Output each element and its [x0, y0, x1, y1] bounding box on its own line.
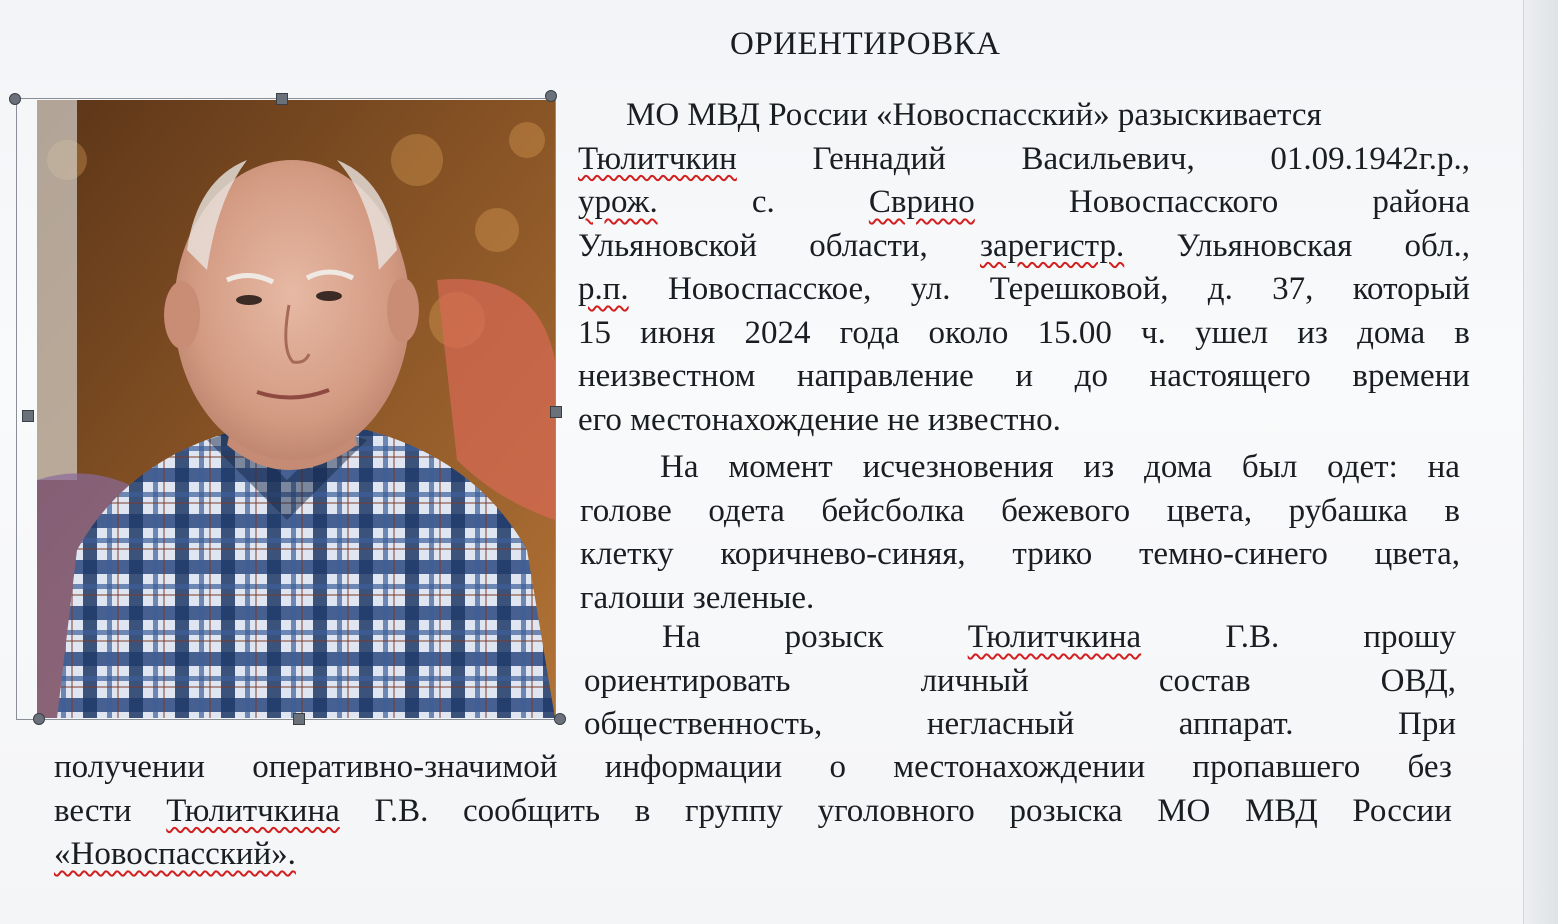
text-line-content: «Новоспасский». — [54, 836, 296, 872]
word: ушел — [1195, 314, 1269, 351]
text-line — [578, 355, 1470, 399]
word: группу — [684, 792, 783, 829]
word: в — [1454, 314, 1470, 351]
word: коричнево-синяя, — [720, 536, 966, 572]
word: Ульяновская — [1176, 227, 1353, 264]
word: темно-синего — [1138, 536, 1328, 572]
word: На — [662, 619, 701, 655]
word: информации — [604, 749, 783, 785]
word: трико — [1012, 536, 1093, 572]
text-line — [584, 703, 1456, 747]
text-line-content: его местонахождение не известно. — [578, 401, 1061, 438]
word: Г.В. — [1225, 619, 1280, 655]
word: д. — [1207, 271, 1233, 307]
word: личный — [920, 662, 1029, 699]
word: ч. — [1141, 314, 1166, 351]
word: рубашка — [1288, 492, 1408, 529]
word: из — [1297, 314, 1328, 351]
screen-edge — [1523, 0, 1558, 924]
word: который — [1352, 271, 1470, 307]
text-line — [578, 225, 1470, 269]
word: на — [1427, 449, 1460, 485]
word: негласный — [926, 706, 1075, 742]
word: до — [1074, 358, 1108, 394]
word: На — [660, 449, 699, 485]
word: о — [829, 749, 846, 785]
word: пропавшего — [1192, 749, 1361, 785]
word: Новоспасского — [1068, 184, 1279, 220]
text-line — [578, 312, 1470, 356]
text-line — [578, 399, 1470, 443]
word: бейсболка — [821, 492, 965, 529]
word: МО — [1157, 792, 1211, 829]
word: июня — [640, 314, 716, 351]
word: настоящего — [1149, 358, 1311, 394]
word: оперативно-значимой — [252, 749, 558, 785]
text-line — [54, 833, 1452, 877]
word: ОВД, — [1380, 662, 1456, 699]
word: без — [1407, 749, 1452, 785]
word: Геннадий — [812, 140, 946, 177]
word: области, — [809, 227, 928, 264]
word: вести — [54, 792, 132, 829]
word: ориентировать — [584, 662, 791, 699]
word: из — [1083, 449, 1115, 485]
word: с. — [751, 184, 775, 220]
word: состав — [1158, 662, 1251, 699]
word: розыск — [784, 619, 884, 655]
word: 15 — [578, 314, 611, 351]
missing-person-photo[interactable] — [37, 100, 555, 718]
word: времени — [1352, 358, 1470, 394]
paragraph-request — [584, 616, 1456, 747]
word: сообщить — [463, 792, 601, 829]
text-line — [584, 660, 1456, 704]
word: и — [1015, 358, 1034, 394]
paragraph-request-continued — [54, 746, 1452, 877]
resize-handle-top[interactable] — [276, 93, 288, 105]
text-line — [580, 533, 1460, 577]
text-line — [580, 490, 1460, 534]
text-line — [580, 577, 1460, 621]
word: года — [839, 314, 900, 351]
text-line-content: галоши зеленые. — [580, 579, 815, 616]
resize-handle-bottom[interactable] — [293, 713, 305, 725]
text-line — [578, 138, 1470, 182]
word: был — [1241, 449, 1298, 485]
word: дома — [1144, 449, 1212, 485]
resize-handle-bottom-left[interactable] — [33, 713, 45, 725]
word: общественность, — [584, 706, 823, 742]
paragraph-announcement — [578, 94, 1470, 442]
word: неизвестном — [578, 358, 756, 394]
resize-handle-top-left[interactable] — [9, 93, 21, 105]
word: При — [1397, 706, 1456, 742]
word: МВД — [1245, 792, 1318, 829]
word: получении — [54, 749, 205, 785]
word: России — [1352, 792, 1452, 829]
word: Сврино — [868, 184, 975, 220]
text-line — [54, 790, 1452, 834]
word: момент — [728, 449, 833, 485]
word: Васильевич, — [1021, 140, 1195, 177]
word: в — [1444, 492, 1460, 529]
word: исчезновения — [862, 449, 1054, 485]
word: цвета, — [1166, 492, 1253, 529]
text-line — [578, 94, 1470, 138]
word: обл., — [1404, 227, 1470, 264]
word: местонахождении — [893, 749, 1146, 785]
word: 15.00 — [1037, 314, 1112, 351]
word: Новоспасское, — [667, 271, 872, 307]
text-line — [54, 746, 1452, 790]
resize-handle-left[interactable] — [22, 410, 34, 422]
text-line-content: МО МВД России «Новоспасский» разыскивается — [626, 97, 1322, 133]
word: прошу — [1363, 619, 1456, 655]
word: одета — [708, 492, 785, 529]
word: Ульяновской — [578, 227, 758, 264]
word: около — [928, 314, 1009, 351]
word: розыска — [1009, 792, 1123, 829]
word: в — [634, 792, 651, 829]
text-line — [578, 181, 1470, 225]
text-line — [580, 446, 1460, 490]
text-line — [584, 616, 1456, 660]
resize-handle-bottom-right[interactable] — [554, 713, 566, 725]
paragraph-clothing — [580, 446, 1460, 620]
word: зарегистр. — [980, 227, 1125, 264]
word: урож. — [578, 184, 658, 220]
document-title: ОРИЕНТИРОВКА — [730, 26, 1001, 62]
word: Терешковой, — [989, 271, 1169, 307]
word: уголовного — [817, 792, 975, 829]
word: голове — [580, 492, 672, 529]
word: одет: — [1327, 449, 1398, 485]
word: 37, — [1272, 271, 1314, 307]
word: клетку — [580, 536, 674, 572]
word: аппарат. — [1178, 706, 1294, 742]
word: цвета, — [1374, 536, 1460, 572]
word: ул. — [910, 271, 951, 307]
word: Тюлитчкина — [166, 792, 340, 829]
word: дома — [1357, 314, 1426, 351]
word: 2024 — [744, 314, 811, 351]
word: района — [1372, 184, 1470, 220]
word: направление — [796, 358, 974, 394]
resize-handle-top-right[interactable] — [545, 90, 557, 102]
word: Тюлитчкин — [578, 140, 737, 177]
text-line — [578, 268, 1470, 312]
word: бежевого — [1001, 492, 1131, 529]
word: Тюлитчкина — [967, 619, 1142, 655]
word: Г.В. — [374, 792, 429, 829]
word: 01.09.1942г.р., — [1270, 140, 1470, 177]
word: р.п. — [578, 271, 629, 307]
resize-handle-right[interactable] — [550, 406, 562, 418]
